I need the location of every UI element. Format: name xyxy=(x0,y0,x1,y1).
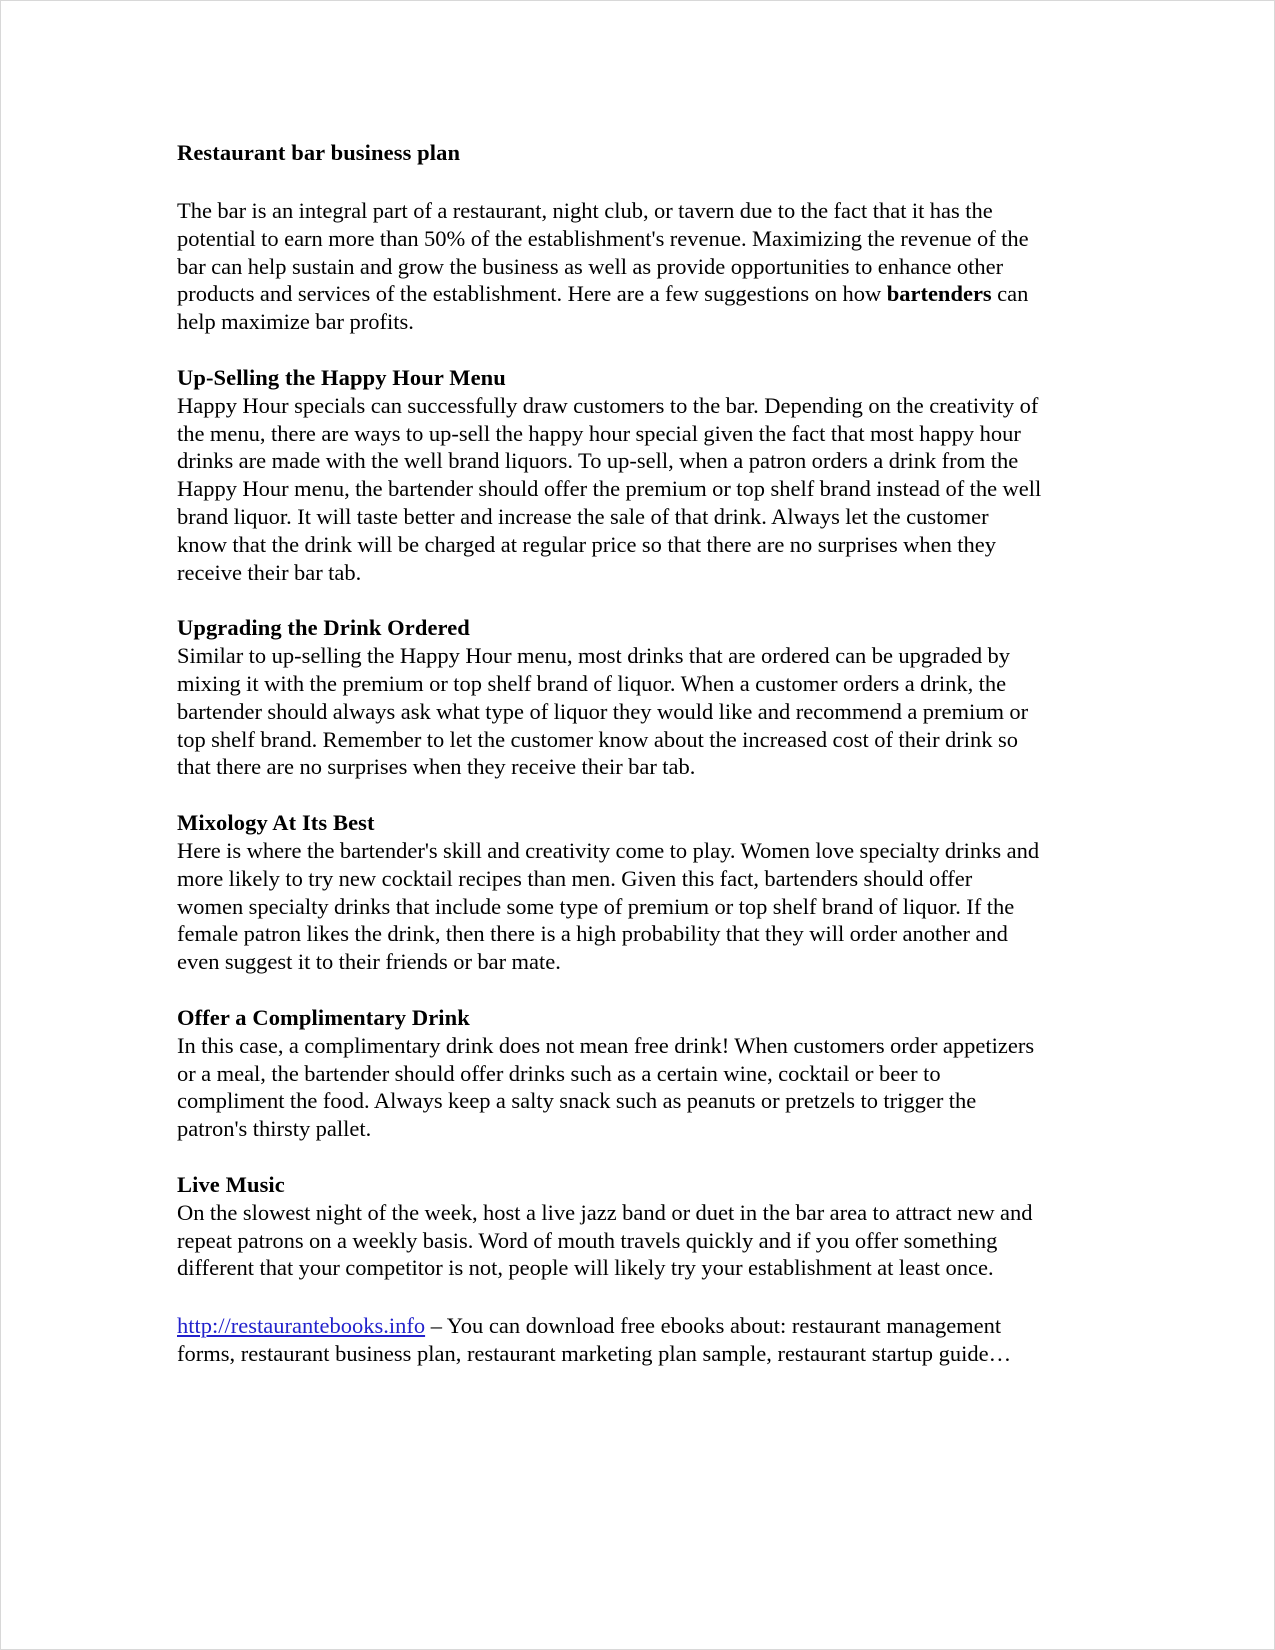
section-body-up-selling: Happy Hour specials can successfully draw customers to the bar. Depending on the creativity of the menu, there are ways to up-sell the happy hour special given the fact that most happy hour drinks are made with the well brand liquors. To up-sell, when a patron orders a drink from the Happy Hour menu, the bartender should offer the premium or top shelf brand instead of the well brand liquor. It will taste better and increase the sale of that drink. Always let the customer know that the drink will be charged at regular price so that there are no surprises when they receive their bar tab. xyxy=(177,392,1042,585)
section-body-live-music: On the slowest night of the week, host a live jazz band or duet in the bar area to attract new and repeat patrons on a weekly basis. Word of mouth travels quickly and if you offer something different that your competitor is not, people will likely try your establishment at least once. xyxy=(177,1199,1033,1281)
section-heading-upgrading: Upgrading the Drink Ordered xyxy=(177,615,470,641)
spacer-before-section-4 xyxy=(177,976,1043,1004)
section-heading-complimentary-drink: Offer a Complimentary Drink xyxy=(177,1004,470,1030)
section-heading-up-selling: Up-Selling the Happy Hour Menu xyxy=(177,364,506,390)
document-body xyxy=(177,139,1043,1368)
intro-text-before-bold: The bar is an integral part of a restaurant, night club, or tavern due to the fact that it has the potential to earn more than 50% of the establishment's revenue. Maximizing the revenue of the bar can help sustain and grow the business as well as provide opportunities to enhance other products and services of the establishment. Here are a few suggestions on how xyxy=(177,198,1029,307)
section-body-mixology: Here is where the bartender's skill and creativity come to play. Women love specialty drinks and more likely to try new cocktail recipes than men. Given this fact, bartenders should offer women specialty drinks that include some type of premium or top shelf brand of liquor. If the female patron likes the drink, then there is a high probability that they will order another and even suggest it to their friends or bar mate. xyxy=(177,837,1040,975)
section-heading-mixology: Mixology At Its Best xyxy=(177,810,375,836)
intro-text-after-bold: can help maximize bar profits. xyxy=(177,281,1029,335)
intro-paragraph xyxy=(177,197,1043,336)
section-body-upgrading: Similar to up-selling the Happy Hour menu, most drinks that are ordered can be upgraded by mixing it with the premium or top shelf brand of liquor. When a customer orders a drink, the bartender should always ask what type of liquor they would like and recommend a premium or top shelf brand. Remember to let the customer know about the increased cost of their drink so that there are no surprises when they receive their bar tab. xyxy=(177,643,1029,780)
spacer-after-title xyxy=(177,167,1043,197)
spacer-before-section-5 xyxy=(177,1143,1043,1171)
footer-paragraph xyxy=(177,1312,1043,1368)
ebooks-website-link[interactable]: http://restaurantebooks.info xyxy=(177,1313,426,1339)
spacer-before-section-2 xyxy=(177,586,1043,614)
spacer-before-section-1 xyxy=(177,336,1043,364)
page-title: Restaurant bar business plan xyxy=(177,140,461,165)
intro-bold-keyword: bartenders xyxy=(886,281,992,307)
spacer-before-section-3 xyxy=(177,781,1043,809)
section-body-complimentary-drink: In this case, a complimentary drink does not mean free drink! When customers order appetizers or a meal, the bartender should offer drinks such as a certain wine, cocktail or beer to compliment the food. Always keep a salty snack such as peanuts or pretzels to trigger the patron's thirsty pallet. xyxy=(177,1032,1035,1142)
spacer-before-footer xyxy=(177,1282,1043,1312)
section-heading-live-music: Live Music xyxy=(177,1171,285,1197)
footer-trailing-text: – You can download free ebooks about: restaurant management forms, restaurant business plan, restaurant marketing plan sample, restaurant startup guide… xyxy=(177,1313,1012,1366)
